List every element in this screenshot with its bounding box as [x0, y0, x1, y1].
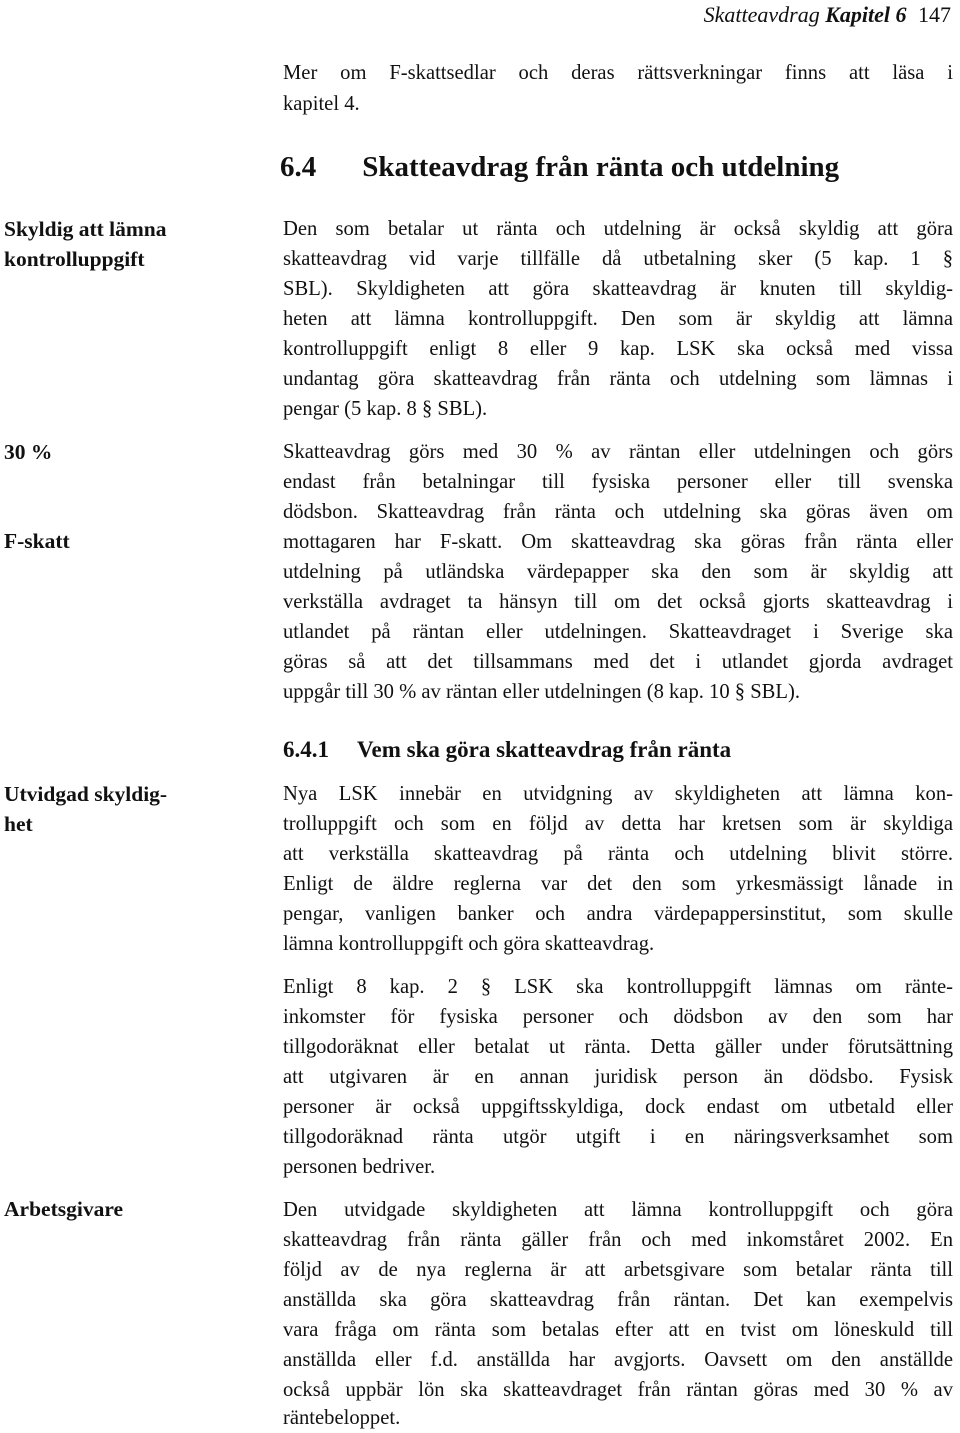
- paragraph-line: också uppbär lön ska skatteavdraget från räntan göras med 30 % av: [283, 1379, 953, 1401]
- paragraph-line: kontrolluppgift enligt 8 eller 9 kap. LSK ska också med vissa: [283, 338, 953, 360]
- paragraph-line: skatteavdrag vid varje tillfälle då utbetalning sker (5 kap. 1 §: [283, 248, 953, 270]
- sidenote-line: 30 %: [4, 440, 53, 464]
- paragraph-line: Nya LSK innebär en utvidgning av skyldigheten att lämna kon-: [283, 783, 953, 805]
- subsection-title: Vem ska göra skatteavdrag från ränta: [357, 737, 732, 762]
- paragraph-line: lämna kontrolluppgift och göra skatteavdrag.: [283, 933, 655, 955]
- paragraph-line: verkställa avdraget ta hänsyn till om det också gjorts skatteavdrag i: [283, 591, 953, 613]
- paragraph-line: räntebeloppet.: [283, 1407, 401, 1429]
- subsection-heading: [283, 738, 731, 761]
- paragraph-line: Enligt de äldre reglerna var det den som yrkesmässigt lånade in: [283, 873, 953, 895]
- intro-line: kapitel 4.: [283, 93, 360, 115]
- sidenote-line: Skyldig att lämna: [4, 217, 167, 241]
- paragraph-line: Enligt 8 kap. 2 § LSK ska kontrolluppgift lämnas om ränte-: [283, 976, 953, 998]
- sidenote-skyldig-att-lamna: [4, 219, 244, 270]
- paragraph-line: SBL). Skyldigheten att göra skatteavdrag är knuten till skyldig-: [283, 278, 953, 300]
- paragraph-line: endast från betalningar till fysiska personer eller till svenska: [283, 471, 953, 493]
- paragraph-line: Den utvidgade skyldigheten att lämna kontrolluppgift och göra: [283, 1199, 953, 1221]
- paragraph-line: att utgivaren är en annan juridisk person än dödsbo. Fysisk: [283, 1066, 953, 1088]
- sidenote-f-skatt: [4, 531, 244, 553]
- paragraph-line: pengar (5 kap. 8 § SBL).: [283, 398, 488, 420]
- paragraph-line: Den som betalar ut ränta och utdelning är också skyldig att göra: [283, 218, 953, 240]
- paragraph-line: vara fråga om ränta som betalas efter att en tvist om löneskuld till: [283, 1319, 953, 1341]
- paragraph-line: skatteavdrag från ränta gäller från och med inkomståret 2002. En: [283, 1229, 953, 1251]
- paragraph-line: personer är också uppgiftsskyldiga, dock endast om utbetald eller: [283, 1096, 953, 1118]
- running-header-chapter: Kapitel 6: [825, 2, 907, 27]
- running-header-title: Skatteavdrag: [703, 2, 820, 27]
- sidenote-30-procent: [4, 442, 244, 464]
- sidenote-line: F-skatt: [4, 529, 70, 553]
- paragraph-line: pengar, vanligen banker och andra värdepappersinstitut, som skulle: [283, 903, 953, 925]
- paragraph-line: utlandet på räntan eller utdelningen. Skatteavdraget i Sverige ska: [283, 621, 953, 643]
- paragraph-line: personen bedriver.: [283, 1156, 436, 1178]
- paragraph-line: följd av de nya reglerna är att arbetsgivare som betalar ränta till: [283, 1259, 953, 1281]
- paragraph-line: anställda ska göra skatteavdrag från räntan. Det kan exempelvis: [283, 1289, 953, 1311]
- paragraph-line: göras så att det tillsammans med det i utlandet gjorda avdraget: [283, 651, 953, 673]
- running-header: [704, 4, 951, 26]
- paragraph-line: undantag göra skatteavdrag från ränta och utdelning som lämnas i: [283, 368, 953, 390]
- paragraph-line: tillgodoräknat eller betalat ut ränta. Detta gäller under förutsättning: [283, 1036, 953, 1058]
- section-title: Skatteavdrag från ränta och utdelning: [362, 151, 840, 183]
- intro-line: Mer om F-skattsedlar och deras rättsverkningar finns att läsa i: [283, 62, 953, 84]
- paragraph-line: trolluppgift och som en följd av detta har kretsen som är skyldiga: [283, 813, 953, 835]
- sidenote-line: het: [4, 811, 33, 836]
- sidenote-arbetsgivare: [4, 1199, 244, 1221]
- paragraph-line: att verkställa skatteavdrag på ränta och utdelning blivit större.: [283, 843, 953, 865]
- sidenote-line: Utvidgad skyldig-: [4, 782, 168, 806]
- paragraph-line: dödsbon. Skatteavdrag från ränta och utdelning ska göras även om: [283, 501, 953, 523]
- paragraph-line: uppgår till 30 % av räntan eller utdelningen (8 kap. 10 § SBL).: [283, 681, 801, 703]
- sidenote-utvidgad-skyldighet: [4, 784, 244, 835]
- sidenote-line: kontrolluppgift: [4, 246, 145, 271]
- subsection-number: 6.4.1: [283, 737, 329, 762]
- paragraph-line: utdelning på utländska värdepapper ska den som är skyldig att: [283, 561, 953, 583]
- paragraph-line: anställda eller f.d. anställda har avgjorts. Oavsett om den anställde: [283, 1349, 953, 1371]
- paragraph-line: inkomster för fysiska personer och dödsbon av den som har: [283, 1006, 953, 1028]
- section-heading: [280, 153, 839, 182]
- sidenote-line: Arbetsgivare: [4, 1197, 124, 1221]
- paragraph-line: Skatteavdrag görs med 30 % av räntan eller utdelningen och görs: [283, 441, 953, 463]
- paragraph-line: tillgodoräknad ränta utgör utgift i en näringsverksamhet som: [283, 1126, 953, 1148]
- section-number: 6.4: [280, 151, 317, 183]
- page-number: 147: [918, 2, 951, 27]
- paragraph-line: mottagaren har F-skatt. Om skatteavdrag ska göras från ränta eller: [283, 531, 953, 553]
- paragraph-line: heten att lämna kontrolluppgift. Den som är skyldig att lämna: [283, 308, 953, 330]
